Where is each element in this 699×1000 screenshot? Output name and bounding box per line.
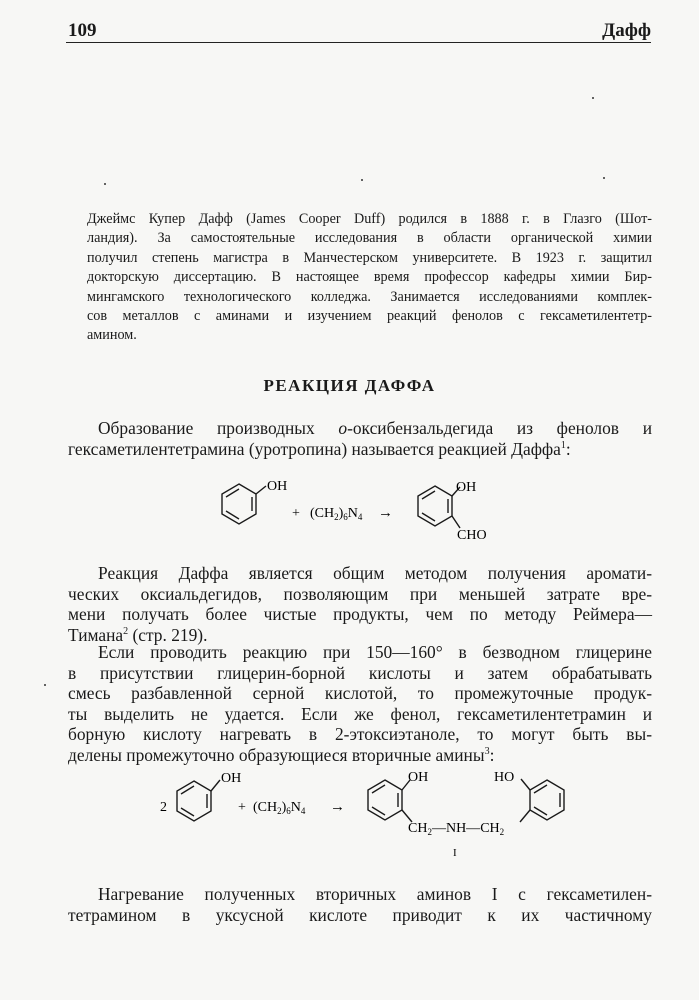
section-title: РЕАКЦИЯ ДАФФА (263, 376, 436, 395)
biography-line: Джеймс Купер Дафф (James Cooper Duff) родился в 1888 г. в Глазго (Шот- (87, 211, 652, 227)
reaction-scheme-1 (210, 474, 510, 555)
paragraph-line: Реакция Даффа является общим методом получения аромати- (98, 563, 652, 583)
biography-line: мингамского технологического колледжа. Занимается исследованиями комплек- (87, 288, 652, 305)
aldehyde-label: CHO (457, 528, 487, 543)
paragraph-line: Если проводить реакцию при 150—160° в безводном глицерине (98, 642, 652, 662)
scan-speck (361, 179, 363, 181)
hydroxyl-label: OH (267, 479, 288, 494)
paragraph-heating (68, 884, 652, 925)
hydroxyl-label: OH (221, 771, 242, 786)
paragraph-method (68, 563, 652, 645)
right-aryl-ring (520, 779, 564, 822)
plus-sign: + (238, 800, 246, 815)
hydroxyl-label: HO (494, 770, 515, 785)
paragraph-conditions (68, 642, 652, 766)
phenol-ring (177, 780, 220, 821)
paragraph-line: Образование производных о-оксибензальдегида из фенолов и (98, 418, 652, 438)
biography-line: докторскую диссертацию. В настоящее время профессор кафедры химии Бир- (87, 269, 652, 286)
paragraph-line: ты выделить не удается. Если же фенол, гексаметилентетрамин и (68, 703, 652, 724)
hydroxyl-label: OH (456, 480, 477, 495)
running-head: Дафф (602, 20, 651, 41)
paragraph-line: смесь разбавленной серной кислотой, то промежуточные продук- (68, 683, 652, 704)
biography-line: амином. (87, 327, 137, 344)
footnote-ref: 3 (484, 746, 490, 758)
biography-line: сов металлов с аминами и изучением реакций фенолов с гексаметилентетр- (87, 308, 652, 325)
phenol-ring (222, 484, 266, 524)
scan-speck (104, 183, 106, 185)
hexamine-formula: $(CH_2)_6N_4$ (253, 800, 306, 816)
compound-label: I (453, 847, 457, 859)
reaction-scheme-2 (150, 764, 590, 865)
paragraph-line: Тимана$^2$ (стр. 219). (68, 624, 208, 645)
page-number: 109 (68, 20, 97, 41)
reaction-arrow: → (330, 799, 345, 815)
footnote-ref: 1 (560, 439, 566, 451)
scan-speck (44, 684, 46, 686)
biography-line: получил степень магистра в Манчестерском университете. В 1923 г. защитил (87, 249, 652, 266)
reaction-arrow: → (378, 505, 393, 521)
paragraph-line: борную кислоту нагревать в 2-этоксиэтаноле, то могут быть вы- (68, 724, 652, 745)
paragraph-line: делены промежуточно образующиеся вторичные амины$^3$: (68, 744, 495, 765)
paragraph-definition (68, 418, 652, 459)
author-biography (87, 210, 652, 346)
paragraph-line: в присутствии глицерин-борной кислоты и затем обрабатывать (68, 662, 652, 683)
hydroxyl-label: OH (408, 770, 429, 785)
plus-sign: + (292, 506, 300, 521)
page-header (66, 18, 651, 43)
paragraph-line: Нагревание полученных вторичных аминов I с гексаметилен- (98, 884, 652, 904)
stoichiometric-coefficient: 2 (160, 800, 167, 815)
scan-speck (592, 97, 594, 99)
paragraph-line: мени получать более чистые продукты, чем по методу Реймера— (68, 604, 652, 625)
paragraph-line: гексаметилентетрамина (уротропина) называется реакцией Даффа$^1$: (68, 438, 571, 459)
footnote-ref: 2 (123, 625, 129, 637)
biography-line: ландия). За самостоятельные исследования в области органической химии (87, 230, 652, 247)
paragraph-line: ческих оксиальдегидов, позволяющим при меньшей затрате вре- (68, 583, 652, 604)
hexamine-formula: $(CH_2)_6N_4$ (310, 506, 363, 522)
paragraph-line: тетрамином в уксусной кислоте приводит к их частичному (68, 904, 652, 925)
amine-bridge: $CH_2—NH—CH_2$ (408, 821, 505, 837)
salicylaldehyde-ring (418, 486, 460, 528)
scan-speck (603, 177, 605, 179)
left-aryl-ring (368, 780, 412, 822)
